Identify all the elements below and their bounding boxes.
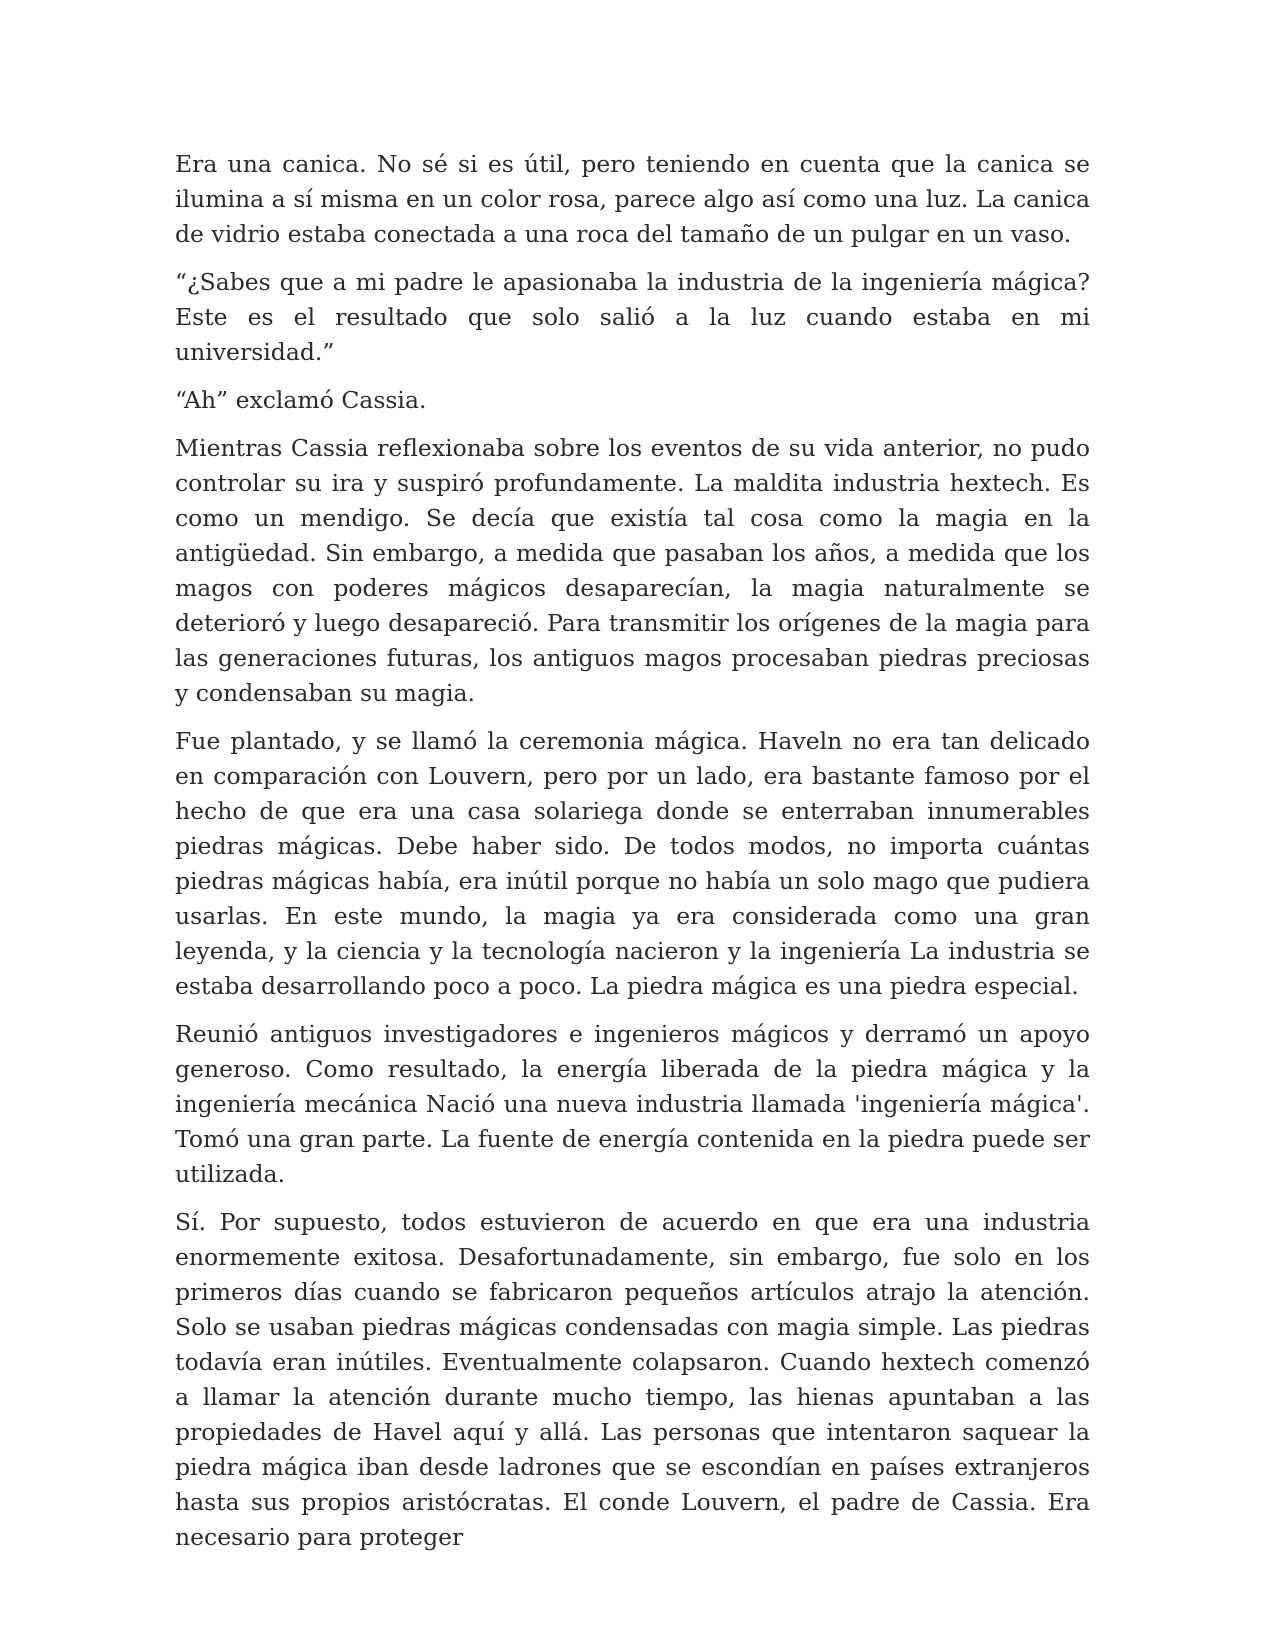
paragraph: Sí. Por supuesto, todos estuvieron de acuerdo en que era una industria enormemente exitosa. Desafortunadamente, sin embargo, fue solo en los primeros días cuando se fabricaron pequeños artículos atrajo la atención. Solo se usaban piedras mágicas condensadas con magia simple. Las piedras todavía eran inútiles. Eventualmente colapsaron. Cuando hextech comenzó a llamar la atención durante mucho tiempo, las hienas apuntaban a las propiedades de Havel aquí y allá. Las personas que intentaron saquear la piedra mágica iban desde ladrones que se escondían en países extranjeros hasta sus propios aristócratas. El conde Louvern, el padre de Cassia. Era necesario para proteger [175,1208,1090,1551]
document-page [175,147,1090,1568]
paragraph: “¿Sabes que a mi padre le apasionaba la industria de la ingeniería mágica? Este es el resultado que solo salió a la luz cuando estaba en mi universidad.” [175,268,1090,366]
paragraph: “Ah” exclamó Cassia. [175,386,427,414]
paragraph: Fue plantado, y se llamó la ceremonia mágica. Haveln no era tan delicado en comparación con Louvern, pero por un lado, era bastante famoso por el hecho de que era una casa solariega donde se enterraban innumerables piedras mágicas. Debe haber sido. De todos modos, no importa cuántas piedras mágicas había, era inútil porque no había un solo mago que pudiera usarlas. En este mundo, la magia ya era considerada como una gran leyenda, y la ciencia y la tecnología nacieron y la ingeniería La industria se estaba desarrollando poco a poco. La piedra mágica es una piedra especial. [175,727,1090,1000]
paragraph: Era una canica. No sé si es útil, pero teniendo en cuenta que la canica se ilumina a sí misma en un color rosa, parece algo así como una luz. La canica de vidrio estaba conectada a una roca del tamaño de un pulgar en un vaso. [175,150,1090,248]
paragraph: Mientras Cassia reflexionaba sobre los eventos de su vida anterior, no pudo controlar su ira y suspiró profundamente. La maldita industria hextech. Es como un mendigo. Se decía que existía tal cosa como la magia en la antigüedad. Sin embargo, a medida que pasaban los años, a medida que los magos con poderes mágicos desaparecían, la magia naturalmente se deterioró y luego desapareció. Para transmitir los orígenes de la magia para las generaciones futuras, los antiguos magos procesaban piedras preciosas y condensaban su magia. [175,434,1090,707]
paragraph: Reunió antiguos investigadores e ingenieros mágicos y derramó un apoyo generoso. Como resultado, la energía liberada de la piedra mágica y la ingeniería mecánica Nació una nueva industria llamada 'ingeniería mágica'. Tomó una gran parte. La fuente de energía contenida en la piedra puede ser utilizada. [175,1020,1090,1188]
